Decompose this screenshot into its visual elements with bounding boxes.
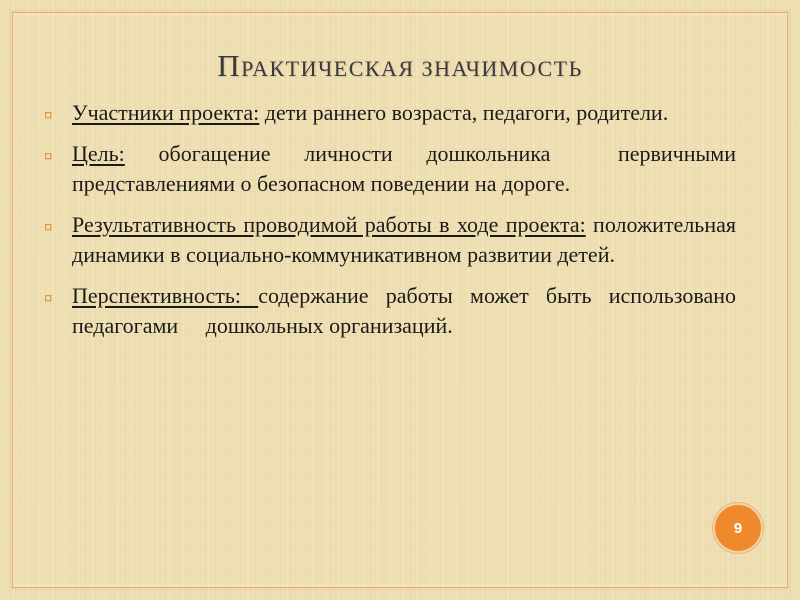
slide-title (0, 48, 800, 84)
bullet-marker-icon: ¤ (44, 147, 53, 166)
bullet-item-prospects (44, 281, 742, 341)
bullet-list (44, 98, 742, 352)
bullet-text: содержание работы может быть использовано педагогами дошкольных организаций. (72, 283, 742, 338)
bullet-text: обогащение личности дошкольника первичными представлениями о безопасном поведении на дороге. (72, 141, 742, 196)
bullet-text: дети раннего возраста, педагоги, родители. (259, 100, 669, 125)
title-rest: РАКТИЧЕСКАЯ ЗНАЧИМОСТЬ (241, 56, 583, 81)
bullet-term: Перспективность: (72, 283, 259, 308)
bullet-marker-icon: ¤ (44, 218, 53, 237)
bullet-term: Результативность проводимой работы в ходе проекта: (72, 212, 586, 237)
page-number-badge: 9 (713, 503, 763, 553)
bullet-marker-icon: ¤ (44, 289, 53, 308)
bullet-text: положительная динамики в социально-коммуникативном развитии детей. (72, 212, 736, 267)
bullet-marker-icon: ¤ (44, 106, 53, 125)
title-first-letter: П (217, 48, 242, 83)
bullet-item-participants (44, 98, 736, 128)
bullet-item-goal (44, 139, 742, 199)
bullet-item-effectiveness (44, 210, 736, 270)
bullet-term: Участники проекта: (72, 100, 260, 125)
bullet-term: Цель: (72, 141, 125, 166)
